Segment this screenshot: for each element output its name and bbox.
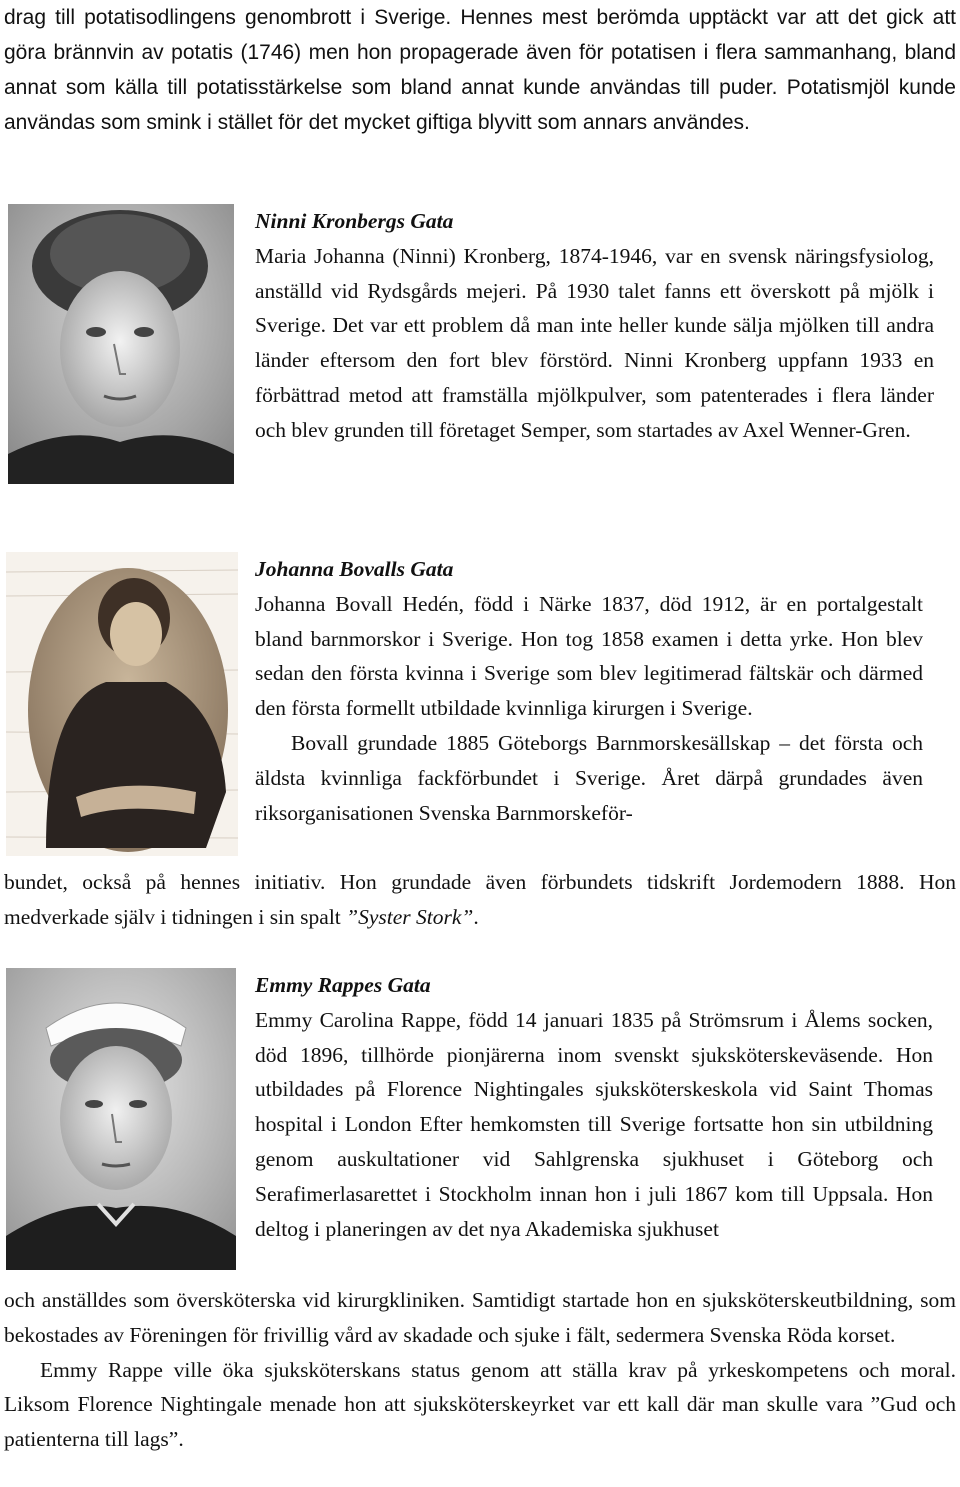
portrait-ninni-kronberg bbox=[8, 204, 234, 484]
heading-ninni-kronberg: Ninni Kronbergs Gata bbox=[255, 209, 454, 233]
intro-paragraph-2: Potatismjöl kunde användas som smink i stället för det mycket giftiga blyvitt som annars användes. bbox=[4, 76, 956, 134]
portrait-johanna-bovall bbox=[6, 552, 238, 856]
body-johanna-bovall: Johanna Bovall Hedén, född i Närke 1837, död 1912, är en portalgestalt bland barnmorskor i Sverige. Hon tog 1858 examen i detta yrke. Hon blev sedan den första kvinna i Sverige som blev legitimerad fältskär och därmed den första formellt utbildade kvinnliga kirurgen i Sverige. bbox=[255, 591, 923, 721]
section-ninni-kronberg bbox=[255, 204, 934, 448]
body-ninni-kronberg: Maria Johanna (Ninni) Kronberg, 1874-1946, var en svensk näringsfysiolog, anställd vid Rydsgårds mejeri. På 1930 talet fanns ett överskott på mjölk i Sverige. Det var ett problem då man inte heller kunde sälja mjölken till andra länder eftersom den fort blev förstörd. Ninni Kronberg uppfann 1933 en förbättrad metod att framställa mjölkpulver, som patenterades i flera länder och blev grunden till företaget Semper, som startades av Axel Wenner-Gren. bbox=[255, 243, 934, 442]
intro-text bbox=[4, 0, 956, 140]
intro-paragraph-1: drag till potatisodlingens genombrott i Sverige. Hennes mest berömda upptäckt var att det gick att göra brännvin av potatis (1746) men hon propagerade även för potatisen i flera sammanhang, bland annat som källa till potatisstärkelse som bland annat kunde användas till puder. bbox=[4, 6, 956, 99]
sentence-end: . bbox=[473, 904, 479, 929]
section-johanna-bovall-cont bbox=[4, 865, 956, 935]
body-emmy-rappe-2: Emmy Rappe ville öka sjuksköterskans status genom att ställa krav på yrkeskompetens och moral. Liksom Florence Nightingale menade hon att sjuksköterskeyrket var ett kall där man skulle vara ”Gud och patienterna till lags”. bbox=[4, 1357, 956, 1452]
column-name: ”Syster Stork” bbox=[346, 904, 474, 929]
section-emmy-rappe-cont bbox=[4, 1283, 956, 1457]
body-johanna-bovall-2a: Bovall grundade 1885 Göteborgs Barnmorskesällskap – det första och äldsta kvinnliga fackförbundet i Sverige. Året därpå grundades även riksorganisationen Svenska Barnmorskeför- bbox=[255, 730, 923, 825]
body-emmy-rappe-b: och anställdes som översköterska vid kirurgkliniken. Samtidigt startade hon en sjuksköterskeutbildning, som bekostades av Föreningen för frivillig vård av skadade och sjuke i fält, sedermera Svenska Röda korset. bbox=[4, 1288, 956, 1347]
section-johanna-bovall bbox=[255, 552, 923, 830]
body-johanna-bovall-2b: bundet, också på hennes initiativ. Hon grundade även förbundets tidskrift Jordemodern 1888. Hon medverkade själv i tidningen i sin spalt bbox=[4, 870, 956, 929]
body-emmy-rappe-a: Emmy Carolina Rappe, född 14 januari 1835 på Strömsrum i Ålems socken, död 1896, tillhörde pionjärerna inom svenskt sjuksköterskeväsende. Hon utbildades på Florence Nightingales sjuksköterskeskola vid Saint Thomas hospital i London Efter hemkomsten till Sverige fortsatte hon sin utbildning genom auskultationer vid Sahlgrenska sjukhuset i Göteborg och Serafimerlasarettet i Stockholm innan hon i juli 1867 kom till Uppsala. Hon deltog i planeringen av det nya Akademiska sjukhuset bbox=[255, 1007, 933, 1241]
heading-emmy-rappe: Emmy Rappes Gata bbox=[255, 973, 431, 997]
portrait-emmy-rappe bbox=[6, 968, 236, 1270]
heading-johanna-bovall: Johanna Bovalls Gata bbox=[255, 557, 454, 581]
section-emmy-rappe bbox=[255, 968, 933, 1246]
